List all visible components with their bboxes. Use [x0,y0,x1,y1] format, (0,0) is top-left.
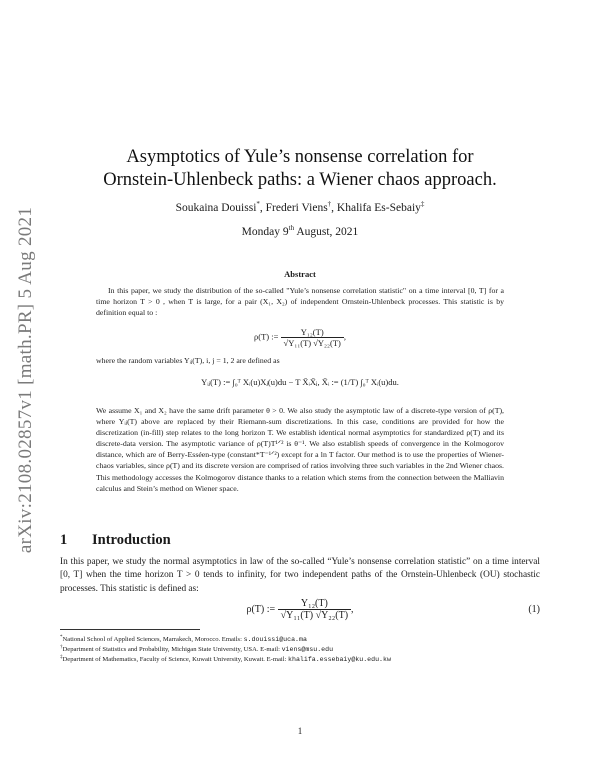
abstract-heading: Abstract [284,269,316,279]
eq1-lhs: ρ(T) := [254,331,279,342]
intro-eq-denominator: √Y₁₁(T) √Y₂₂(T) [280,610,349,621]
title-line-1: Asymptotics of Yule’s nonsense correlation for [126,147,474,167]
abstract-paragraph-2 [96,355,504,366]
intro-p1-text: In this paper, we study the normal asymptotics in law of the so-called “Yule’s nonsense correlation statistic” on a time interval [0, T] when the time horizon T > 0 tends to infinity, for two independent paths of the Ornstein-Uhlenbeck (OU) stochastic processes. This statistic is defined as: [60,557,540,594]
abstract-p1-text: In this paper, we study the distribution of the so-called "Yule’s nonsense correlation statistic" on a time interval [0, T] for a time horizon T > 0 , when T is large, for a pair (X₁, X₂) of independent Ornstein-Uhlenbeck processes. This statistic is by definition equal to : [96,286,504,318]
eq1-denominator: √Y₁₁(T) √Y₂₂(T) [283,338,341,348]
date-prefix: Monday 9 [241,225,289,238]
footnote-3 [60,653,540,664]
intro-eq-tail: , [351,603,354,615]
abstract-equation-1 [96,327,504,348]
author-1-mark[interactable]: * [256,200,260,208]
intro-eq-fraction [278,598,351,621]
equation-label[interactable]: (1) [528,604,540,615]
author-3-mark[interactable]: ‡ [420,200,425,208]
footnote-1-email[interactable]: s.douissi@uca.ma [243,636,307,644]
date-ordinal: th [288,224,295,232]
title-line-2: Ornstein-Uhlenbeck paths: a Wiener chaos approach. [103,170,497,190]
intro-equation-1 [60,598,540,621]
intro-eq-lhs: ρ(T) := [246,603,276,615]
abstract-p2-text: where the random variables Yᵢⱼ(T), i, j = 1, 2 are defined as [96,356,280,365]
section-number: 1 [60,532,68,548]
page-number: 1 [297,726,303,736]
abstract-paragraph-1 [96,285,504,318]
arxiv-sidebar [14,205,38,555]
intro-eq-numerator: Y₁₂(T) [278,598,351,610]
abstract-paragraph-3 [96,405,504,494]
footnote-3-mark: ‡ [60,655,63,660]
eq1-fraction [281,327,344,348]
section-title: Introduction [92,532,171,548]
date-suffix: August, 2021 [294,225,359,238]
publication-date [60,224,540,238]
eq1-tail: , [343,331,346,342]
footnote-2-mark: † [60,645,63,650]
intro-paragraph [60,556,540,596]
author-3: Khalifa Es-Sebaiy [336,201,421,214]
author-2: Frederi Viens [265,201,328,214]
eq1-numerator: Y₁₂(T) [281,327,344,338]
paper-title [60,146,540,192]
footnote-2-email[interactable]: viens@msu.edu [281,646,334,654]
footnote-rule [60,629,200,630]
footnote-1-mark: * [60,635,63,640]
author-2-mark[interactable]: † [327,200,332,208]
author-list: Soukaina Douissi*, Frederi Viens†, Khalifa Es-Sebaiy‡ [175,200,425,214]
footnote-1-text: National School of Applied Sciences, Marrakech, Morocco. Emails: [62,636,244,644]
abstract-p3-text: We assume X₁ and X₂ have the same drift parameter θ > 0. We also study the asymptotic law of a discrete-type version of ρ(T), where Yᵢⱼ(T) above are replaced by their Riemann-sum discretizations. In this case, conditions are provided for how the discretization (in-fill) step relates to the long horizon T. We establish identical normal asymptotics for standardized ρ(T) and its discrete-data version. The asymptotic variance of ρ(T)T¹ᐟ² is θ⁻¹. We also establish speeds of convergence in the Kolmogorov distance, which are of Berry-Esséen-type (constant*T⁻¹ᐟ²) except for a ln T factor. Our method is to use the properties of Wiener-chaos variables, since ρ(T) and its discrete version are comprised of ratios involving three such variables in the 2nd Wiener chaos. This methodology accesses the Kolmogorov distance thanks to a relation which stems from the connection between the Malliavin calculus and Stein’s method on Wiener space. [96,406,504,493]
abstract-equation-2: Yᵢⱼ(T) := ∫₀ᵀ Xᵢ(u)Xⱼ(u)du − T X̄ᵢX̄ⱼ, X̄ᵢ := (1/T) ∫₀ᵀ Xᵢ(u)du. [201,377,399,387]
footnote-2-text: Department of Statistics and Probability, Michigan State University, USA. E-mail: [62,646,282,654]
arxiv-identifier[interactable]: arXiv:2108.02857v1 [math.PR] 5 Aug 2021 [15,206,36,554]
footnote-3-email[interactable]: khalifa.essebaiy@ku.edu.kw [288,656,391,664]
footnote-3-text: Department of Mathematics, Faculty of Science, Kuwait University, Kuwait. E-mail: [62,656,289,664]
author-1: Soukaina Douissi [175,201,257,214]
